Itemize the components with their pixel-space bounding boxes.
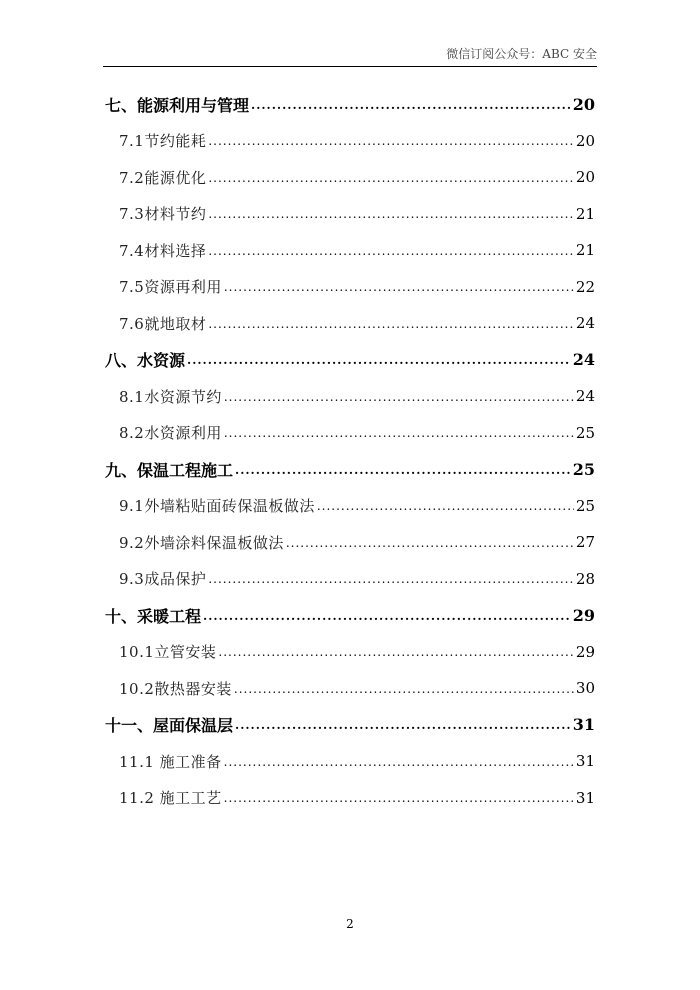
toc-entry-page-number: 25: [575, 496, 595, 515]
page-header: [103, 44, 597, 67]
toc-entry-label: 9.2外墙涂料保温板做法: [119, 533, 284, 552]
toc-dot-leader: [224, 390, 574, 405]
toc-entry-page-number: 30: [575, 679, 595, 698]
toc-entry-page-number: 24: [575, 387, 595, 406]
toc-dot-leader: [208, 134, 574, 149]
toc-entry-label: 八、水资源: [105, 351, 186, 371]
toc-section-entry[interactable]: [105, 378, 595, 415]
toc-dot-leader: [224, 280, 574, 295]
toc-entry-label: 7.4材料选择: [119, 241, 207, 260]
toc-dot-leader: [235, 463, 571, 478]
toc-entry-page-number: 21: [575, 241, 595, 260]
toc-dot-leader: [187, 353, 571, 368]
toc-section-entry[interactable]: [105, 670, 595, 707]
toc-dot-leader: [208, 572, 574, 587]
toc-entry-label: 8.2水资源利用: [119, 424, 222, 443]
toc-dot-leader: [251, 98, 571, 113]
toc-entry-label: 九、保温工程施工: [105, 460, 234, 480]
toc-section-entry[interactable]: [105, 269, 595, 306]
toc-dot-leader: [208, 171, 574, 186]
toc-entry-label: 10.1立管安装: [119, 643, 217, 662]
toc-dot-leader: [224, 426, 574, 441]
toc-entry-label: 7.2能源优化: [119, 168, 207, 187]
toc-entry-page-number: 31: [575, 752, 595, 771]
toc-section-entry[interactable]: [105, 232, 595, 269]
toc-entry-page-number: 25: [575, 423, 595, 442]
page-number: 2: [346, 917, 354, 931]
toc-dot-leader: [286, 536, 574, 551]
toc-dot-leader: [235, 718, 571, 733]
toc-entry-label: 7.3材料节约: [119, 205, 207, 224]
toc-section-entry[interactable]: [105, 415, 595, 452]
toc-entry-page-number: 28: [575, 569, 595, 588]
toc-chapter-entry[interactable]: [105, 86, 595, 123]
toc-section-entry[interactable]: [105, 524, 595, 561]
toc-dot-leader: [208, 317, 574, 332]
toc-chapter-entry[interactable]: [105, 707, 595, 744]
toc-dot-leader: [317, 499, 574, 514]
toc-chapter-entry[interactable]: [105, 597, 595, 634]
toc-dot-leader: [218, 645, 574, 660]
toc-entry-label: 10.2散热器安装: [119, 679, 232, 698]
toc-entry-page-number: 27: [575, 533, 595, 552]
toc-chapter-entry[interactable]: [105, 342, 595, 379]
toc-entry-label: 7.1节约能耗: [119, 132, 207, 151]
toc-entry-label: 8.1水资源节约: [119, 387, 222, 406]
toc-dot-leader: [208, 244, 574, 259]
toc-section-entry[interactable]: [105, 743, 595, 780]
toc-entry-page-number: 20: [572, 94, 595, 114]
toc-entry-label: 11.2 施工工艺: [119, 789, 222, 808]
toc-dot-leader: [208, 207, 574, 222]
toc-entry-label: 七、能源利用与管理: [105, 95, 250, 115]
toc-section-entry[interactable]: [105, 159, 595, 196]
toc-entry-page-number: 20: [575, 168, 595, 187]
toc-entry-label: 十一、屋面保温层: [105, 716, 234, 736]
toc-section-entry[interactable]: [105, 488, 595, 525]
toc-entry-label: 11.1 施工准备: [119, 752, 222, 771]
toc-section-entry[interactable]: [105, 196, 595, 233]
toc-entry-page-number: 29: [572, 605, 595, 625]
toc-entry-label: 9.3成品保护: [119, 570, 207, 589]
toc-entry-label: 9.1外墙粘贴面砖保温板做法: [119, 497, 315, 516]
toc-entry-page-number: 21: [575, 204, 595, 223]
table-of-contents: [105, 86, 595, 816]
toc-section-entry[interactable]: [105, 561, 595, 598]
toc-entry-page-number: 24: [572, 350, 595, 370]
toc-entry-page-number: 20: [575, 131, 595, 150]
toc-entry-label: 7.5资源再利用: [119, 278, 222, 297]
toc-entry-page-number: 29: [575, 642, 595, 661]
toc-dot-leader: [203, 609, 571, 624]
toc-section-entry[interactable]: [105, 305, 595, 342]
toc-entry-page-number: 25: [572, 459, 595, 479]
header-text: 微信订阅公众号：ABC 安全: [446, 47, 597, 61]
toc-entry-page-number: 24: [575, 314, 595, 333]
toc-section-entry[interactable]: [105, 634, 595, 671]
toc-section-entry[interactable]: [105, 780, 595, 817]
toc-entry-label: 十、采暖工程: [105, 606, 202, 626]
toc-dot-leader: [224, 791, 574, 806]
toc-entry-page-number: 31: [575, 788, 595, 807]
toc-entry-page-number: 22: [575, 277, 595, 296]
toc-entry-page-number: 31: [572, 715, 595, 735]
toc-section-entry[interactable]: [105, 123, 595, 160]
toc-entry-label: 7.6就地取材: [119, 314, 207, 333]
toc-dot-leader: [234, 682, 574, 697]
toc-dot-leader: [224, 755, 574, 770]
toc-chapter-entry[interactable]: [105, 451, 595, 488]
